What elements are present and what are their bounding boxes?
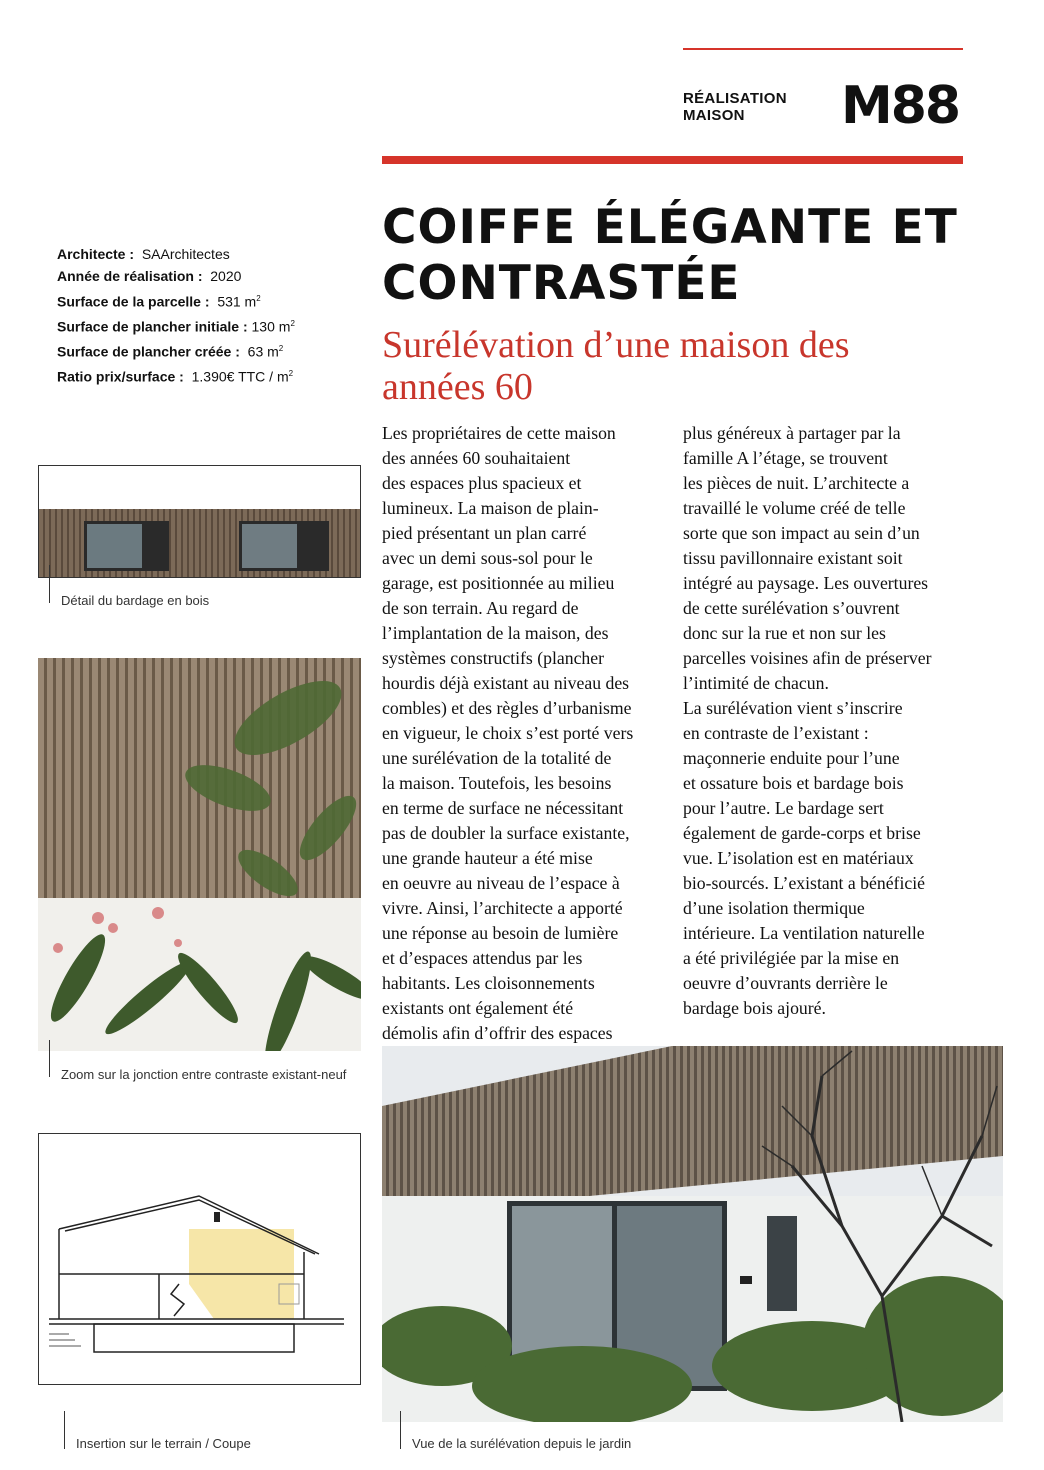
body-text-line: en terme de surface ne nécessitant bbox=[382, 798, 624, 818]
body-text-line: systèmes constructifs (plancher bbox=[382, 648, 605, 668]
body-text-line: une surélévation de la totalité de bbox=[382, 748, 612, 768]
body-text-line: pas de doubler la surface existante, bbox=[382, 823, 630, 843]
body-text-line: oeuvre d’ouvrants derrière le bbox=[683, 973, 888, 993]
fact-row bbox=[57, 265, 295, 287]
caption-marker bbox=[400, 1411, 401, 1449]
body-text-line: et ossature bois et bardage bois bbox=[683, 773, 904, 793]
body-text-line: sorte que son impact au sein d’un bbox=[683, 523, 920, 543]
body-text-line: de cette surélévation s’ouvrent bbox=[683, 598, 900, 618]
fact-unit-sup: 2 bbox=[256, 293, 261, 303]
bardage-detail-photo bbox=[38, 465, 361, 578]
fact-row bbox=[57, 288, 295, 313]
body-text-line: en oeuvre au niveau de l’espace à bbox=[382, 873, 620, 893]
title-line-2: CONTRASTÉE bbox=[382, 256, 741, 311]
fact-unit-sup: 2 bbox=[278, 343, 284, 353]
fact-value: SAArchitectes bbox=[141, 246, 230, 262]
body-text-line: démolis afin d’offrir des espaces bbox=[382, 1023, 613, 1043]
article-title bbox=[382, 200, 982, 312]
subtitle-line-1: Surélévation d’une maison des bbox=[382, 324, 850, 366]
body-text-line: en vigueur, le choix s’est porté vers bbox=[382, 723, 634, 743]
body-text-line: hourdis déjà existant au niveau des bbox=[382, 673, 630, 693]
fact-label: Année de réalisation : bbox=[57, 268, 203, 285]
body-text-line: l’intimité de chacun. bbox=[683, 673, 829, 693]
fact-value: 63 m bbox=[247, 343, 279, 360]
junction-zoom-photo bbox=[38, 658, 361, 1051]
body-text-line: la maison. Toutefois, les besoins bbox=[382, 773, 612, 793]
fact-label: Surface de plancher créée : bbox=[57, 343, 240, 360]
body-text-line: parcelles voisines afin de préserver bbox=[683, 648, 932, 668]
body-text-line: également de garde-corps et brise bbox=[683, 823, 921, 843]
section-drawing bbox=[38, 1133, 361, 1385]
house-section-diagram bbox=[39, 1134, 361, 1385]
section-kicker bbox=[683, 90, 787, 124]
fact-label: Surface de la parcelle : bbox=[57, 293, 210, 310]
body-text-line: bardage bois ajouré. bbox=[683, 998, 826, 1018]
garden-view-photo bbox=[382, 1046, 1003, 1422]
body-text-line: habitants. Les cloisonnements bbox=[382, 973, 595, 993]
header-bottom-rule bbox=[382, 156, 963, 164]
body-text-line: en contraste de l’existant : bbox=[683, 723, 869, 743]
body-text-line: donc sur la rue et non sur les bbox=[683, 623, 886, 643]
fact-value: 130 m bbox=[251, 318, 291, 335]
title-line-1: COIFFE ÉLÉGANTE ET bbox=[382, 200, 958, 255]
body-text-line: bio-sourcés. L’existant a bénéficié bbox=[683, 873, 925, 893]
fact-value: 1.390€ TTC / m bbox=[191, 368, 289, 385]
magazine-logo: M88 bbox=[841, 76, 960, 136]
body-text-line: et d’espaces attendus par les bbox=[382, 948, 583, 968]
body-text-line: combles) et des règles d’urbanisme bbox=[382, 698, 632, 718]
body-text-line: intérieure. La ventilation naturelle bbox=[683, 923, 925, 943]
fact-label: Surface de plancher initiale : bbox=[57, 318, 248, 335]
body-text-line: famille A l’étage, se trouvent bbox=[683, 448, 888, 468]
body-text-line: une grande hauteur a été mise bbox=[382, 848, 593, 868]
body-column-1 bbox=[382, 421, 672, 1046]
caption-bardage: Détail du bardage en bois bbox=[61, 593, 210, 608]
body-text-line: lumineux. La maison de plain- bbox=[382, 498, 599, 518]
subtitle-line-2: années 60 bbox=[382, 366, 533, 408]
body-text-line: vivre. Ainsi, l’architecte a apporté bbox=[382, 898, 623, 918]
body-text-line: l’implantation de la maison, des bbox=[382, 623, 609, 643]
body-text-line: plus généreux à partager par la bbox=[683, 423, 901, 443]
caption-coupe: Insertion sur le terrain / Coupe bbox=[76, 1436, 251, 1451]
fact-row bbox=[57, 313, 295, 338]
junction-image bbox=[38, 658, 361, 1051]
body-text-line: intégré au paysage. Les ouvertures bbox=[683, 573, 929, 593]
wood-cladding-image bbox=[39, 466, 361, 578]
fact-row bbox=[57, 338, 295, 363]
fact-label: Ratio prix/surface : bbox=[57, 368, 184, 385]
kicker-line-2: MAISON bbox=[683, 107, 745, 124]
body-text-line: tissu pavillonnaire existant soit bbox=[683, 548, 903, 568]
body-text-line: existants ont également été bbox=[382, 998, 574, 1018]
project-facts bbox=[57, 243, 295, 388]
body-text-line: avec un demi sous-sol pour le bbox=[382, 548, 593, 568]
fact-value: 531 m bbox=[217, 293, 257, 310]
fact-value: 2020 bbox=[210, 268, 242, 285]
fact-unit-sup: 2 bbox=[290, 318, 295, 328]
body-text-line: les pièces de nuit. L’architecte a bbox=[683, 473, 910, 493]
body-text-line: une réponse au besoin de lumière bbox=[382, 923, 619, 943]
fact-label: Architecte : bbox=[57, 246, 135, 262]
body-text-line: La surélévation vient s’inscrire bbox=[683, 698, 903, 718]
fact-unit-sup: 2 bbox=[288, 369, 294, 378]
body-column-2 bbox=[683, 421, 973, 1021]
fact-row bbox=[57, 363, 295, 388]
body-text-line: garage, est positionnée au milieu bbox=[382, 573, 615, 593]
body-text-line: de son terrain. Au regard de bbox=[382, 598, 579, 618]
body-text-line: a été privilégiée par la mise en bbox=[683, 948, 900, 968]
caption-zoom: Zoom sur la jonction entre contraste existant-neuf bbox=[61, 1067, 347, 1082]
kicker-line-1: RÉALISATION bbox=[683, 90, 787, 107]
header-top-rule bbox=[683, 48, 963, 50]
garden-view-image bbox=[382, 1046, 1003, 1422]
caption-marker bbox=[64, 1411, 65, 1449]
fact-row bbox=[57, 243, 295, 265]
article-subtitle bbox=[382, 324, 942, 408]
body-text-line: des espaces plus spacieux et bbox=[382, 473, 582, 493]
body-text-line: Les propriétaires de cette maison bbox=[382, 423, 616, 443]
body-text-line: travaillé le volume créé de telle bbox=[683, 498, 906, 518]
caption-marker bbox=[49, 565, 50, 603]
body-text-line: pour l’autre. Le bardage sert bbox=[683, 798, 884, 818]
caption-jardin: Vue de la surélévation depuis le jardin bbox=[412, 1436, 632, 1451]
caption-marker bbox=[49, 1040, 50, 1077]
body-text-line: d’une isolation thermique bbox=[683, 898, 865, 918]
body-text-line: des années 60 souhaitaient bbox=[382, 448, 571, 468]
body-text-line: vue. L’isolation est en matériaux bbox=[683, 848, 914, 868]
body-text-line: pied présentant un plan carré bbox=[382, 523, 587, 543]
body-text-line: maçonnerie enduite pour l’une bbox=[683, 748, 900, 768]
